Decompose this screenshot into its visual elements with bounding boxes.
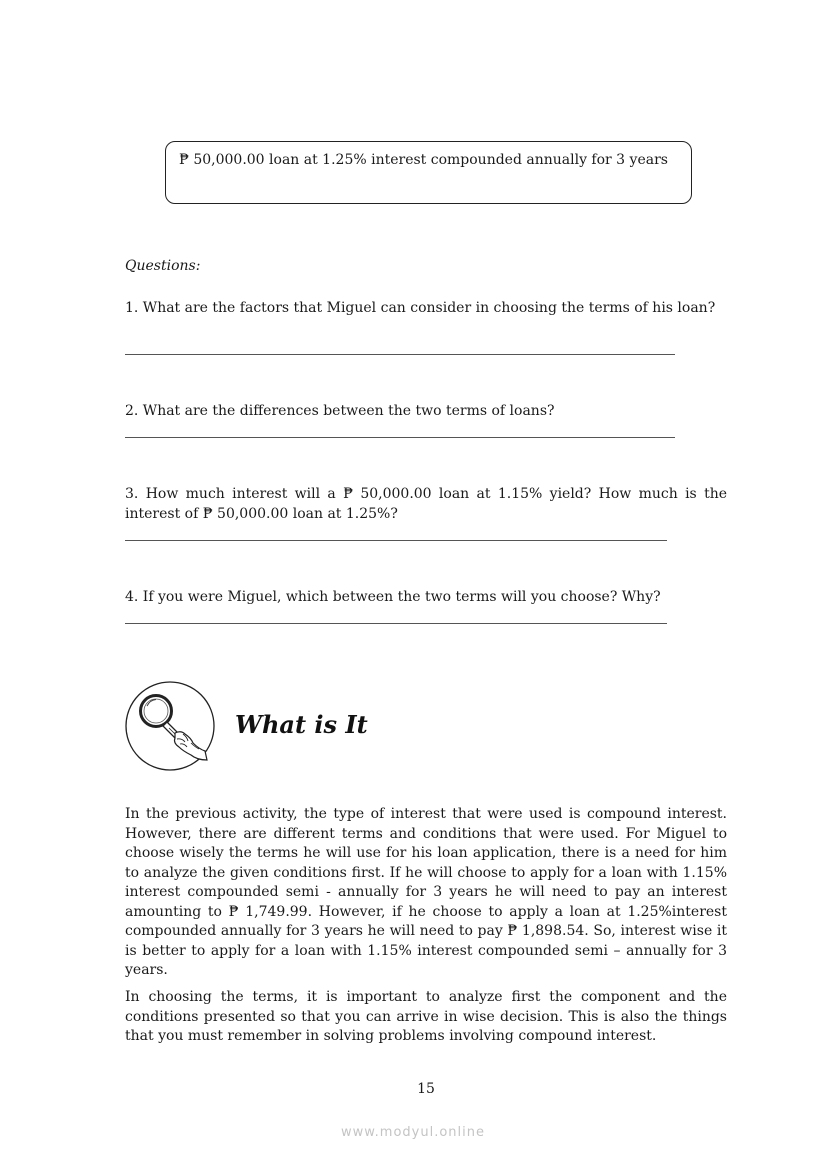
question-4: 4. If you were Miguel, which between the two terms will you choose? Why? <box>125 589 661 605</box>
loan-option-box <box>165 141 692 204</box>
body-paragraph-2: In choosing the terms, it is important to analyze first the component and the conditions presented so that you can arrive in wise decision. This is also the things that you must remember in solving problems involving compound interest. <box>125 989 727 1044</box>
question-3: 3. How much interest will a ₱ 50,000.00 loan at 1.15% yield? How much is the interest of ₱ 50,000.00 loan at 1.25%? <box>125 486 727 522</box>
watermark: www.modyul.online <box>340 1125 486 1140</box>
answer-line-3 <box>125 540 667 541</box>
answer-line-1 <box>125 354 675 355</box>
section-title: What is It <box>235 710 368 739</box>
question-2: 2. What are the differences between the two terms of loans? <box>125 403 555 419</box>
magnifying-glass-icon <box>125 681 215 771</box>
loan-option-text: ₱ 50,000.00 loan at 1.25% interest compounded annually for 3 years <box>179 152 668 168</box>
page-number: 15 <box>417 1081 435 1097</box>
answer-line-2 <box>125 437 675 438</box>
body-paragraph-1: In the previous activity, the type of interest that were used is compound interest. However, there are different terms and conditions that were used. For Miguel to choose wisely the terms he will use for his loan application, there is a need for him to analyze the given conditions first. If he will choose to apply for a loan with 1.15% interest compounded semi - annually for 3 years he will need to pay an interest amounting to ₱ 1,749.99. However, if he choose to apply a loan at 1.25%interest compounded annually for 3 years he will need to pay ₱ 1,898.54. So, interest wise it is better to apply for a loan with 1.15% interest compounded semi – annually for 3 years. <box>125 806 727 978</box>
questions-heading: Questions: <box>125 258 201 274</box>
answer-line-4 <box>125 623 667 624</box>
question-1: 1. What are the factors that Miguel can consider in choosing the terms of his loan? <box>125 300 716 316</box>
